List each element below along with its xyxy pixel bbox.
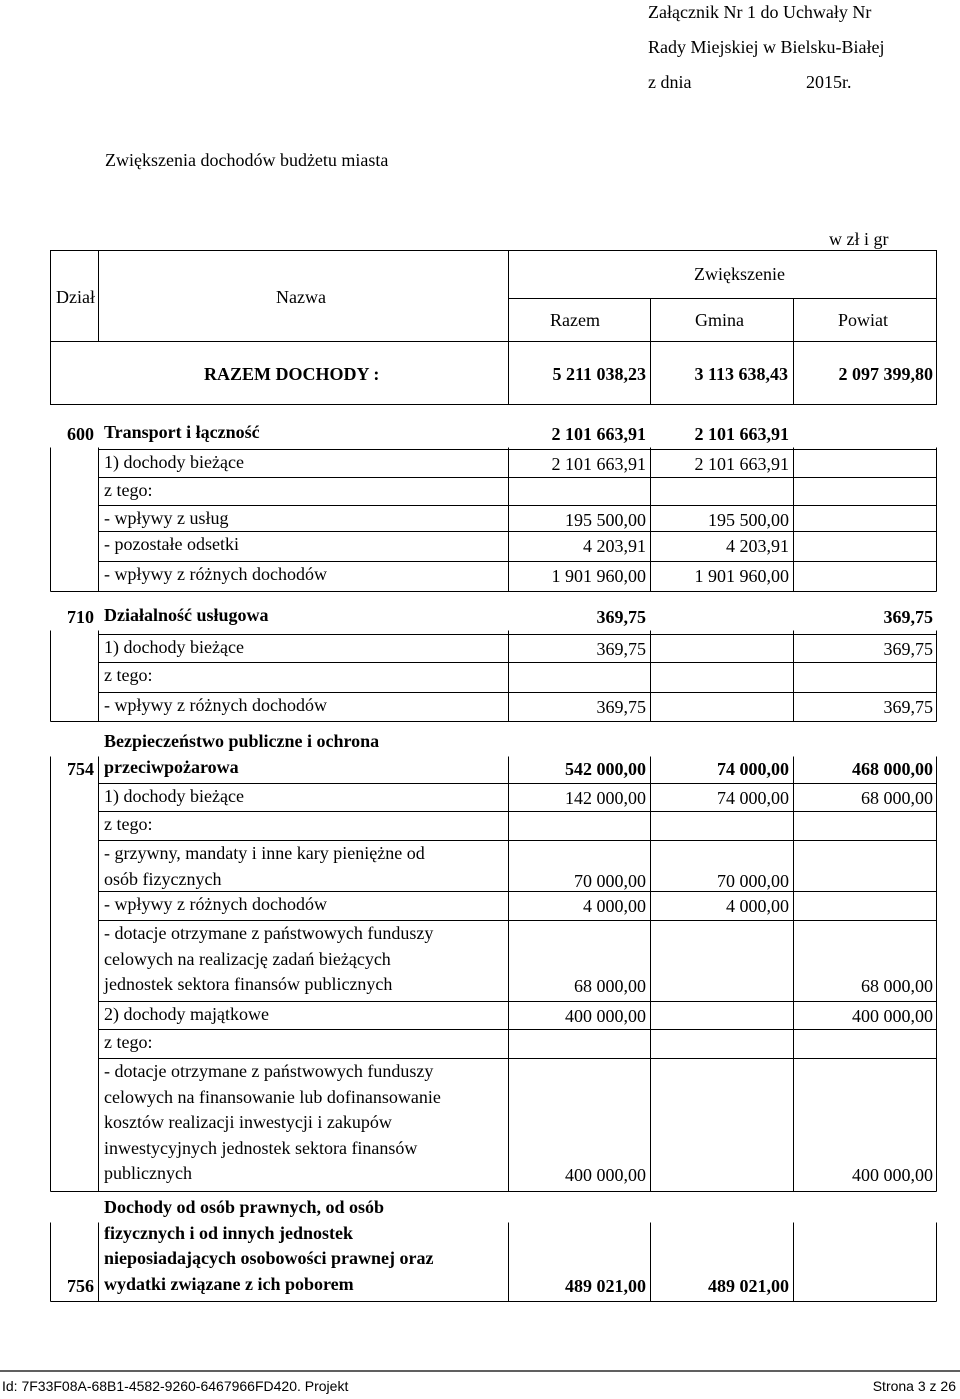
total-powiat: 2 097 399,80 <box>838 364 933 384</box>
value-razem: 195 500,00 <box>565 510 646 530</box>
row-label: - wpływy z różnych dochodów <box>104 894 327 914</box>
value-powiat: 400 000,00 <box>852 1165 933 1185</box>
value-powiat: 400 000,00 <box>852 1006 933 1026</box>
value-gmina: 2 101 663,91 <box>694 454 789 474</box>
value-gmina: 195 500,00 <box>708 510 789 530</box>
footer-divider <box>0 1370 960 1372</box>
value-razem: 1 901 960,00 <box>551 566 646 586</box>
page-title: Zwiększenia dochodów budżetu miasta <box>105 150 389 170</box>
column-header-zwiekszenie: Zwiększenie <box>694 264 785 284</box>
value-razem: 542 000,00 <box>565 758 646 779</box>
row-label: z tego: <box>104 814 153 834</box>
value-razem: 4 203,91 <box>583 536 646 556</box>
value-gmina: 74 000,00 <box>717 788 789 808</box>
value-powiat: 369,75 <box>883 607 933 627</box>
row-label: - dotacje otrzymane z państwowych funduszy <box>104 1061 434 1081</box>
row-label: - pozostałe odsetki <box>104 534 239 554</box>
row-label: z tego: <box>104 665 153 685</box>
row-label: - wpływy z różnych dochodów <box>104 695 327 715</box>
row-label: fizycznych i od innych jednostek <box>104 1222 354 1243</box>
column-header-nazwa: Nazwa <box>276 287 326 307</box>
value-powiat: 68 000,00 <box>861 976 933 996</box>
document-id: Id: 7F33F08A-68B1-4582-9260-6467966FD420. Projekt <box>2 1378 349 1394</box>
value-razem: 369,75 <box>596 639 646 659</box>
unit-label: w zł i gr <box>829 229 889 249</box>
row-label: - wpływy z usług <box>104 508 229 528</box>
total-label: RAZEM DOCHODY : <box>204 364 380 384</box>
date-label: z dnia <box>648 72 692 92</box>
value-gmina: 2 101 663,91 <box>694 424 789 444</box>
year: 2015r. <box>806 72 852 92</box>
council-name: Rady Miejskiej w Bielsku-Białej <box>648 37 885 57</box>
column-header-razem: Razem <box>550 310 600 330</box>
value-razem: 70 000,00 <box>574 870 646 891</box>
row-label: z tego: <box>104 1032 153 1052</box>
dzial-number: 756 <box>67 1275 94 1296</box>
row-label: 1) dochody bieżące <box>104 452 244 472</box>
row-label: 1) dochody bieżące <box>104 637 244 657</box>
row-label: - dotacje otrzymane z państwowych funduszy <box>104 923 434 943</box>
column-header-gmina: Gmina <box>695 310 744 330</box>
row-label: nieposiadających osobowości prawnej oraz <box>104 1248 434 1268</box>
value-razem: 400 000,00 <box>565 1165 646 1185</box>
value-powiat: 68 000,00 <box>861 788 933 808</box>
value-powiat: 369,75 <box>883 639 933 659</box>
page-number: Strona 3 z 26 <box>872 1378 956 1394</box>
row-label: inwestycyjnych jednostek sektora finansów <box>104 1137 418 1158</box>
row-label: przeciwpożarowa <box>104 756 239 777</box>
value-gmina: 4 203,91 <box>726 536 789 556</box>
value-razem: 142 000,00 <box>565 788 646 808</box>
value-razem: 4 000,00 <box>583 896 646 916</box>
value-razem: 2 101 663,91 <box>551 424 646 444</box>
row-label: celowych na realizację zadań bieżących <box>104 948 391 969</box>
value-gmina: 489 021,00 <box>708 1275 789 1296</box>
row-label: - grzywny, mandaty i inne kary pieniężne od <box>104 843 425 863</box>
total-gmina: 3 113 638,43 <box>694 364 788 384</box>
row-label: Bezpieczeństwo publiczne i ochrona <box>104 731 380 751</box>
row-label: z tego: <box>104 480 153 500</box>
value-powiat: 468 000,00 <box>852 758 933 779</box>
row-label: osób fizycznych <box>104 868 222 889</box>
total-razem: 5 211 038,23 <box>552 364 646 384</box>
value-gmina: 74 000,00 <box>717 758 789 779</box>
row-label: 2) dochody majątkowe <box>104 1004 269 1024</box>
value-razem: 68 000,00 <box>574 976 646 996</box>
dzial-number: 600 <box>67 424 94 444</box>
column-header-powiat: Powiat <box>838 310 889 330</box>
row-label: celowych na finansowanie lub dofinansowanie <box>104 1086 441 1107</box>
row-label: Dochody od osób prawnych, od osób <box>104 1197 385 1217</box>
value-razem: 400 000,00 <box>565 1006 646 1026</box>
row-label: kosztów realizacji inwestycji i zakupów <box>104 1112 392 1132</box>
attachment-title: Załącznik Nr 1 do Uchwały Nr <box>648 2 872 22</box>
value-razem: 2 101 663,91 <box>551 454 646 474</box>
row-label: 1) dochody bieżące <box>104 786 244 806</box>
value-razem: 369,75 <box>596 697 646 717</box>
row-label: Działalność usługowa <box>104 605 269 625</box>
value-razem: 369,75 <box>596 607 646 627</box>
value-gmina: 4 000,00 <box>726 896 789 916</box>
value-gmina: 1 901 960,00 <box>694 566 789 586</box>
dzial-number: 710 <box>67 607 94 627</box>
row-label: jednostek sektora finansów publicznych <box>104 974 393 994</box>
row-label: publicznych <box>104 1163 192 1183</box>
value-gmina: 70 000,00 <box>717 870 789 891</box>
column-header-dzial: Dział <box>56 287 95 307</box>
value-razem: 489 021,00 <box>565 1275 646 1296</box>
dzial-number: 754 <box>67 758 94 779</box>
row-label: - wpływy z różnych dochodów <box>104 564 327 584</box>
row-label: wydatki związane z ich poborem <box>104 1273 354 1294</box>
value-powiat: 369,75 <box>883 697 933 717</box>
row-label: Transport i łączność <box>104 422 260 442</box>
